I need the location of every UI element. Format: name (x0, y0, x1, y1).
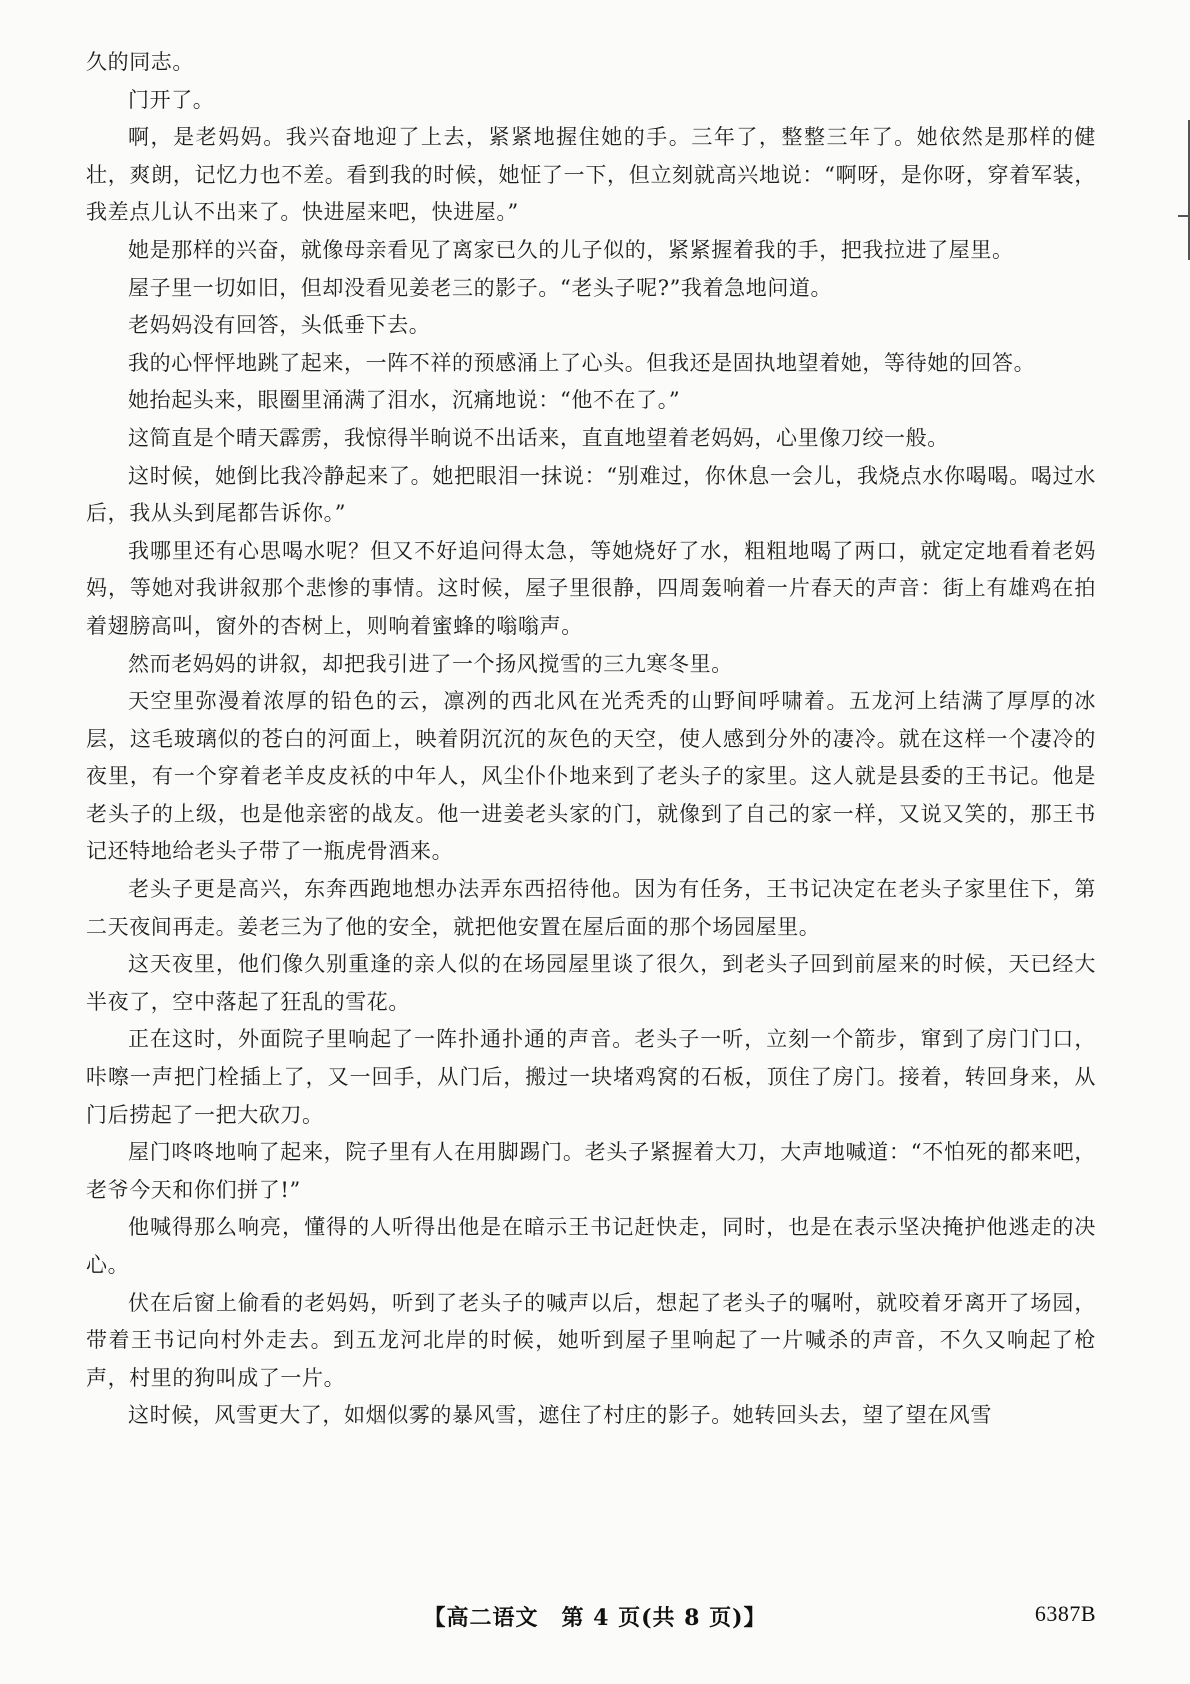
paragraph: 我的心怦怦地跳了起来，一阵不祥的预感涌上了心头。但我还是固执地望着她，等待她的回答。 (128, 350, 1036, 375)
paragraph: 屋门咚咚地响了起来，院子里有人在用脚踢门。老头子紧握着大刀，大声地喊道：“不怕死的都来吧，老爷今天和你们拼了!” (86, 1140, 1096, 1202)
paragraph: 他喊得那么响亮，懂得的人听得出他是在暗示王书记赶快走，同时，也是在表示坚决掩护他逃走的决心。 (86, 1215, 1096, 1277)
paragraph: 这时候，风雪更大了，如烟似雾的暴风雪，遮住了村庄的影子。她转回头去，望了望在风雪 (128, 1403, 992, 1428)
paragraph: 久的同志。 (86, 50, 194, 74)
paragraph: 门开了。 (128, 87, 215, 112)
paragraph: 老头子更是高兴，东奔西跑地想办法弄东西招待他。因为有任务，王书记决定在老头子家里住下，第二天夜间再走。姜老三为了他的安全，就把他安置在屋后面的那个场园屋里。 (86, 877, 1096, 939)
paragraph: 啊，是老妈妈。我兴奋地迎了上去，紧紧地握住她的手。三年了，整整三年了。她依然是那样的健壮，爽朗，记忆力也不差。看到我的时候，她怔了一下，但立刻就高兴地说：“啊呀，是你呀，穿着军装，我差点儿认不出来了。快进屋来吧，快进屋。” (86, 125, 1096, 225)
paragraph: 她是那样的兴奋，就像母亲看见了离家已久的儿子似的，紧紧握着我的手，把我拉进了屋里。 (128, 237, 1014, 262)
paragraph: 我哪里还有心思喝水呢？但又不好追问得太急，等她烧好了水，粗粗地喝了两口，就定定地看着老妈妈，等她对我讲叙那个悲惨的事情。这时候，屋子里很静，四周轰响着一片春天的声音：街上有雄鸡在拍着翅膀高叫，窗外的杏树上，则响着蜜蜂的嗡嗡声。 (86, 538, 1096, 638)
paragraph: 这时候，她倒比我冷静起来了。她把眼泪一抹说：“别难过，你休息一会儿，我烧点水你喝喝。喝过水后，我从头到尾都告诉你。” (86, 463, 1096, 526)
page-footer (0, 1601, 1190, 1641)
paragraph: 屋子里一切如旧，但却没看见姜老三的影子。“老头子呢?”我着急地问道。 (128, 275, 833, 300)
paragraph: 她抬起头来，眼圈里涌满了泪水，沉痛地说：“他不在了。” (128, 388, 681, 413)
paragraph: 然而老妈妈的讲叙，却把我引进了一个扬风搅雪的三九寒冬里。 (128, 651, 733, 676)
footer-page-info: 【高二语文 第 4 页(共 8 页)】 (423, 1605, 767, 1631)
footer-exam-code: 6387B (1034, 1601, 1096, 1626)
paragraph: 这简直是个晴天霹雳，我惊得半晌说不出话来，直直地望着老妈妈，心里像刀绞一般。 (128, 425, 949, 450)
paragraph: 这天夜里，他们像久别重逢的亲人似的在场园屋里谈了很久，到老头子回到前屋来的时候，天已经大半夜了，空中落起了狂乱的雪花。 (86, 952, 1096, 1014)
paragraph: 老妈妈没有回答，头低垂下去。 (128, 313, 431, 338)
paragraph: 天空里弥漫着浓厚的铅色的云，凛冽的西北风在光秃秃的山野间呼啸着。五龙河上结满了厚厚的冰层，这毛玻璃似的苍白的河面上，映着阴沉沉的灰色的天空，使人感到分外的凄冷。就在这样一个凄冷的夜里，有一个穿着老羊皮皮袄的中年人，风尘仆仆地来到了老头子的家里。这人就是县委的王书记。他是老头子的上级，也是他亲密的战友。他一进姜老头家的门，就像到了自己的家一样，又说又笑的，那王书记还特地给老头子带了一瓶虎骨酒来。 (86, 689, 1096, 864)
paragraph: 伏在后窗上偷看的老妈妈，听到了老头子的喊声以后，想起了老头子的嘱咐，就咬着牙离开了场园，带着王书记向村外走去。到五龙河北岸的时候，她听到屋子里响起了一片喊杀的声音，不久又响起了枪声，村里的狗叫成了一片。 (86, 1290, 1096, 1390)
passage-text (86, 44, 1096, 1435)
binding-edge-tick (1178, 215, 1190, 217)
paragraph: 正在这时，外面院子里响起了一阵扑通扑通的声音。老头子一听，立刻一个箭步，窜到了房门门口，咔嚓一声把门栓插上了，又一回手，从门后，搬过一块堵鸡窝的石板，顶住了房门。接着，转回身来，从门后捞起了一把大砍刀。 (86, 1027, 1096, 1127)
